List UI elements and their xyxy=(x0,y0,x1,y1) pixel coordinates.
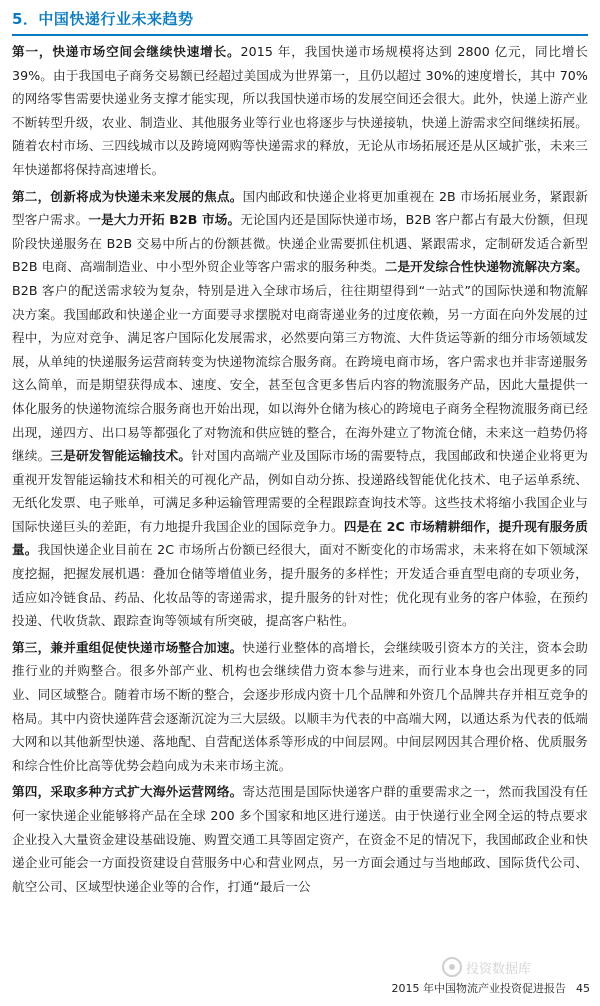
paragraph-text: B2B 客户的配送需求较为复杂，特别是进入全球市场后，往往期望得到“一站式”的国际快递和物流解决方案。我国邮政和快递企业一方面要寻求摆脱对电商寄递业务的过度依赖，另一方面在向外发展的过程中，为应对竞争、满足客户国际化发展需求，必然要向第三方物流、大件货运等新的细分市场领域发展，从单纯的快递服务运营商转变为快递物流综合服务商。在跨境电商市场，客户需求也并非寄递服务这么简单，而是期望获得成本、速度、安全，甚至包含更多售后内容的物流服务产品，因此大量提供一体化服务的快递物流综合服务商也开始出现，如以海外仓储为核心的跨境电子商务全程物流服务商已经出现，递四方、出口易等都强化了对物流和供应链的整合，在海外建立了物流仓储，未来这一趋势仍将继续。 xyxy=(12,282,588,464)
body-text xyxy=(12,40,588,901)
paragraph-text: 快递行业整体的高增长，会继续吸引资本方的关注，资本会助推行业的并购整合。很多外部产业、机构也会继续借力资本参与进来，而行业本身也会出现更多的同业、同区域整合。随着市场不断的整合，会逐步形成内资十几个品牌和外资几个品牌共存并相互竞争的格局。其中内资快递阵营会逐渐沉淀为三大层级。以顺丰为代表的中高端大网，以通达系为代表的低端大网和以其他新型快递、落地配、自营配送体系等形成的中间层网。中间层网因其合理价格、优质服务和综合性价比高等优势会趋向成为未来市场主流。 xyxy=(12,639,588,773)
emphasis-point-2: 二是开发综合性快递物流解决方案。 xyxy=(384,259,588,275)
paragraph-lead: 第三，兼并重组促使快递市场整合加速。 xyxy=(12,639,243,655)
paragraph-text: 国内邮政和快递企业将更加重视在 2B 市场拓展业务，紧跟新型客户需求。 xyxy=(12,188,588,228)
paragraph-lead: 第二，创新将成为快递未来发展的焦点。 xyxy=(12,188,243,204)
wechat-logo-icon xyxy=(442,957,462,977)
page-footer xyxy=(330,978,590,1000)
paragraph-text: 寄达范围是国际快递客户群的重要需求之一，然而我国没有任何一家快递企业能够将产品在全球 200 多个国家和地区进行递送。由于快递行业全网全运的特点要求企业投入大量资金建设基础设施、购置交通工具等固定资产，在资金不足的情况下，我国邮政企业和快递企业可能会一方面投资建设自营服务中心和营业网点，另一方面会通过与当地邮政、国际货代公司、航空公司、区域型快递企业等的合作，打通“最后一公 xyxy=(12,784,588,894)
emphasis-point-4: 四是在 2C 市场精耕细作，提升现有服务质量。 xyxy=(12,518,589,558)
paragraph-text: 针对国内高端产业及国际市场的需要特点，我国邮政和快递企业将更为重视开发智能运输技术和相关的可视化产品，例如自动分拣、投递路线智能优化技术、电子运单系统、无纸化发票、电子账单，可满足多种运输管理需要的全程跟踪查询技术等。这些技术将缩小我国企业与国际快递巨头的差距，有力地提升我国企业的国际竞争力。 xyxy=(12,448,588,534)
watermark-text: 投资数据库 xyxy=(466,961,532,977)
section-title: 5．中国快递行业未来趋势 xyxy=(12,10,194,28)
emphasis-point-3: 三是研发智能运输技术。 xyxy=(50,448,192,464)
title-rule xyxy=(12,34,588,36)
paragraph-lead: 第一，快递市场空间会继续快速增长。 xyxy=(12,44,241,59)
footer-report-title: 2015 年中国物流产业投资促进报告 xyxy=(391,982,566,995)
page-number: 45 xyxy=(576,982,590,995)
watermark xyxy=(442,954,572,980)
emphasis-point-1: 一是大力开拓 B2B 市场。 xyxy=(88,212,241,228)
paragraph-text: 无论国内还是国际快递市场，B2B 客户都占有最大份额，但现阶段快递服务在 B2B 交易中所占的份额甚微。快递企业需要抓住机遇、紧跟需求，定制研发适合新型 B2B 电商、高端制造业、中小型外贸企业等客户需求的服务种类。 xyxy=(12,212,588,275)
paragraph-3 xyxy=(12,636,588,778)
paragraph-lead: 第四，采取多种方式扩大海外运营网络。 xyxy=(12,784,243,800)
paragraph-2 xyxy=(12,185,588,633)
paragraph-4 xyxy=(12,780,588,898)
paragraph-text: 2015 年，我国快递市场规模将达到 2800 亿元，同比增长 39%。由于我国电子商务交易额已经超过美国成为世界第一，且仍以超过 30%的速度增长，其中 70%的网络零售需要快递业务支撑才能实现，所以我国快递市场的发展空间还会很大。此外，快递上游产业不断转型升级，农业、制造业、其他服务业等行业也将逐步与快递接轨，快递上游需求空间继续拓展。随着农村市场、三四线城市以及跨境网购等快递需求的释放，无论从市场拓展还是从区域扩张，未来三年快递都将保持高速增长。 xyxy=(12,44,588,177)
paragraph-text: 我国快递企业目前在 2C 市场所占份额已经很大，面对不断变化的市场需求，未来将在如下领域深度挖掘，把握发展机遇：叠加仓储等增值业务，提升服务的多样性；开发适合垂直型电商的专项业务，适应如冷链食品、药品、化妆品等的寄递需求，提升服务的针对性；优化现有业务的客户体验，在预约投递、代收货款、跟踪查询等领域有所突破，提高客户粘性。 xyxy=(12,542,589,629)
paragraph-1 xyxy=(12,40,588,182)
